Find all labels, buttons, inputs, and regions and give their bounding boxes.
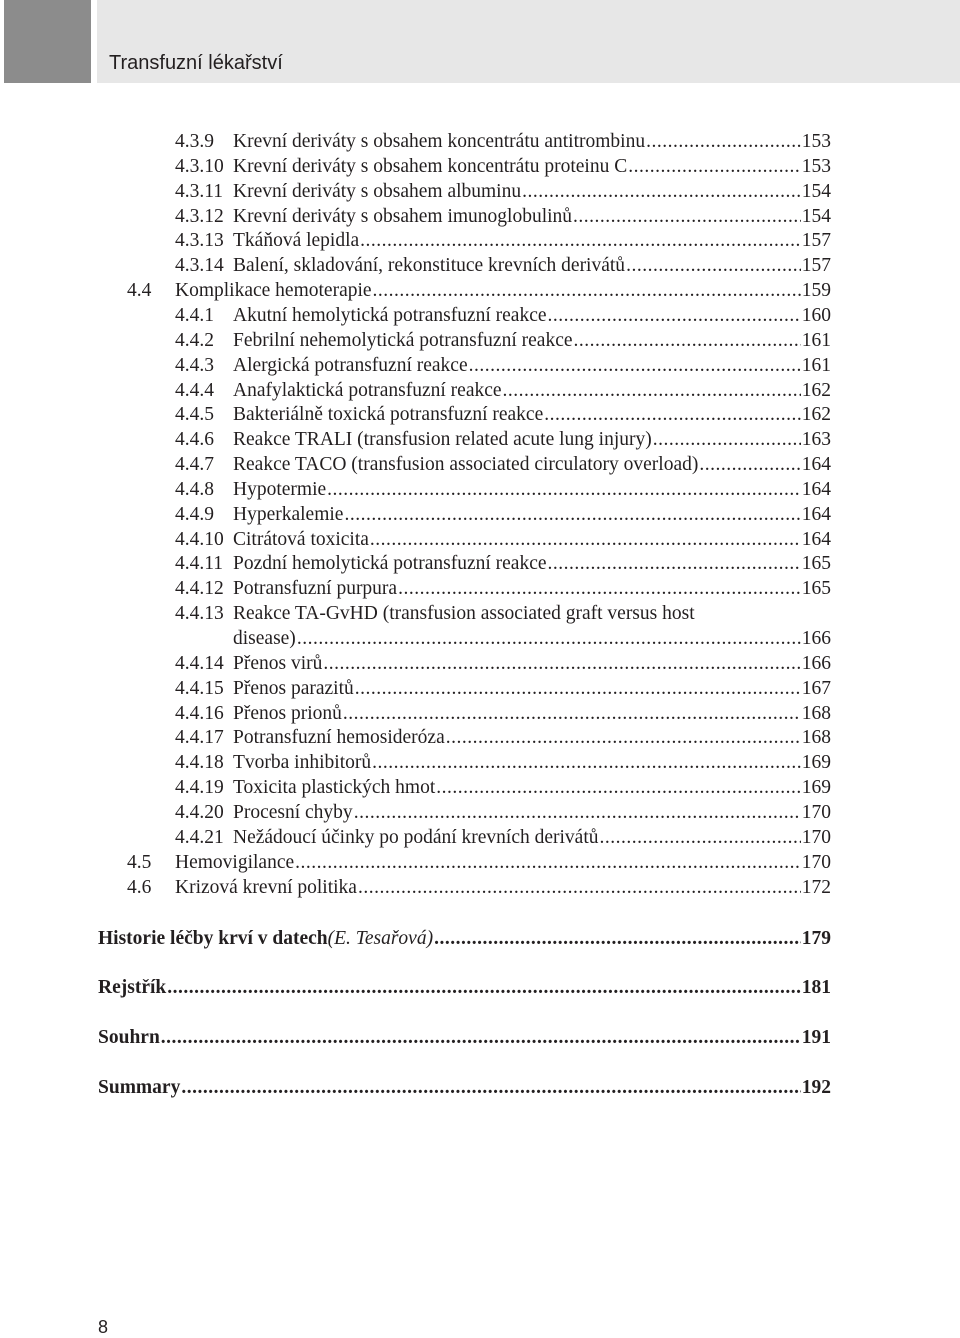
toc-entry-page: 157	[801, 255, 831, 277]
toc-entry-title: Krevní deriváty s obsahem imunoglobulinů	[233, 205, 573, 227]
toc-entry-number: 4.4.20	[175, 801, 224, 823]
toc-entry-title: Tvorba inhibitorů	[233, 752, 372, 774]
toc-entry-page: 153	[801, 155, 831, 177]
toc-entry	[0, 179, 960, 204]
toc-dot-leader	[628, 154, 801, 179]
toc-dot-leader	[355, 676, 801, 701]
toc-entry-page: 169	[801, 752, 831, 774]
toc-entry	[0, 825, 960, 850]
toc-entry-page: 161	[801, 354, 831, 376]
toc-entry-title: Balení, skladování, rekonstituce krevních derivátů	[233, 255, 626, 277]
toc-entry-number: 4.3.13	[175, 230, 224, 252]
toc-entry-number: 4.4.21	[175, 826, 224, 848]
toc-entry-title: Hyperkalemie	[233, 503, 344, 525]
toc-dot-leader	[522, 179, 801, 204]
header-gray-box	[4, 0, 91, 83]
toc-entry	[0, 651, 960, 676]
toc-dot-leader	[373, 278, 801, 303]
toc-entry	[0, 800, 960, 825]
toc-entry-number: 4.4.10	[175, 528, 224, 550]
toc-entry-title: Krevní deriváty s obsahem koncentrátu antitrombinu	[233, 131, 646, 152]
toc-dot-leader	[548, 551, 801, 576]
toc-entry	[0, 427, 960, 452]
toc-entry-number: 4.5	[127, 851, 152, 873]
toc-dot-leader	[167, 975, 801, 1000]
toc-entry	[0, 129, 960, 154]
toc-chapter-entry	[0, 1025, 960, 1050]
toc-entry-number: 4.3.14	[175, 255, 224, 277]
toc-entry-title: Potransfuzní purpura	[233, 578, 398, 600]
toc-dot-leader	[360, 228, 801, 253]
toc-dot-leader	[503, 378, 801, 403]
toc-entry-number: 4.4.7	[175, 454, 214, 476]
toc-entry	[0, 452, 960, 477]
toc-entry-page: 179	[801, 928, 831, 949]
toc-entry	[0, 353, 960, 378]
toc-entry-page: 153	[801, 131, 831, 152]
toc-dot-leader	[626, 253, 801, 278]
page-header	[0, 0, 960, 83]
toc-dot-leader	[370, 527, 801, 552]
toc-entry-page: 160	[801, 304, 831, 326]
toc-entry-title: Potransfuzní hemosideróza	[233, 727, 445, 749]
toc-entry-title: Hemovigilance	[175, 851, 295, 873]
toc-entry-number: 4.4.4	[175, 379, 214, 401]
toc-entry	[0, 502, 960, 527]
toc-entry-page: 164	[801, 528, 831, 550]
toc-dot-leader	[323, 651, 800, 676]
toc-entry	[0, 477, 960, 502]
toc-dot-leader	[573, 204, 801, 229]
toc-entry-title: Procesní chyby	[233, 801, 353, 823]
toc-entry-number: 4.4.13	[175, 603, 224, 625]
toc-entry	[0, 850, 960, 875]
toc-entry-page: 162	[801, 404, 831, 426]
toc-entry-number: 4.3.9	[175, 131, 214, 152]
toc-entry	[0, 253, 960, 278]
toc-dot-leader	[297, 626, 801, 651]
toc-entry-title: Pozdní hemolytická potransfuzní reakce	[233, 553, 547, 575]
toc-entry-page: 162	[801, 379, 831, 401]
toc-entry-page: 167	[801, 677, 831, 699]
running-head: Transfuzní lékařství	[109, 52, 283, 74]
toc-entry-page: 170	[801, 826, 831, 848]
toc-entry-title: Alergická potransfuzní reakce	[233, 354, 468, 376]
toc-chapter-entry	[0, 975, 960, 1000]
toc-entry	[0, 701, 960, 726]
toc-entry-page: 168	[801, 727, 831, 749]
toc-entry-title: Krevní deriváty s obsahem koncentrátu proteinu C	[233, 155, 628, 177]
toc-entry	[0, 527, 960, 552]
toc-entry-page: 166	[801, 652, 831, 674]
toc-entry	[0, 601, 960, 626]
toc-entry-title: Tkáňová lepidla	[233, 230, 360, 252]
toc-entry	[0, 725, 960, 750]
toc-dot-leader	[358, 875, 801, 900]
toc-entry-page: 170	[801, 801, 831, 823]
toc-entry-number: 4.4.11	[175, 553, 224, 575]
toc-entry-title: Reakce TRALI (transfusion related acute lung injury)	[233, 429, 652, 451]
toc-dot-leader	[446, 725, 801, 750]
toc-dot-leader	[295, 850, 801, 875]
toc-entry-author: (E. Tesařová)	[327, 928, 434, 949]
toc-entry-number: 4.4.6	[175, 429, 214, 451]
toc-entry-title: Hypotermie	[233, 478, 327, 500]
toc-entry-page: 169	[801, 777, 831, 799]
toc-entry-page: 170	[801, 851, 831, 873]
toc-entry-number: 4.4.16	[175, 702, 224, 724]
toc-entry-number: 4.4	[127, 280, 152, 302]
toc-entry-title: Reakce TA-GvHD (transfusion associated graft versus host	[233, 603, 695, 625]
toc-entry-page: 168	[801, 702, 831, 724]
toc-entry-number: 4.4.19	[175, 777, 224, 799]
toc-dot-leader	[344, 502, 800, 527]
toc-entry-page: 159	[801, 280, 831, 302]
toc-entry-page: 164	[801, 503, 831, 525]
toc-entry-number: 4.4.17	[175, 727, 224, 749]
toc-dot-leader	[548, 303, 801, 328]
toc-dot-leader	[699, 452, 800, 477]
toc-entry	[0, 676, 960, 701]
toc-entry-page: 192	[801, 1077, 831, 1098]
toc-entry	[0, 303, 960, 328]
toc-entry-title: Bakteriálně toxická potransfuzní reakce	[233, 404, 544, 426]
toc-entry	[0, 328, 960, 353]
toc-chapter-entry	[0, 926, 960, 951]
toc-entry-page: 164	[801, 454, 831, 476]
toc-dot-leader	[354, 800, 801, 825]
toc-entry	[0, 402, 960, 427]
toc-entry-number: 4.4.1	[175, 304, 214, 326]
toc-entry-page: 164	[801, 478, 831, 500]
toc-dot-leader	[343, 701, 801, 726]
toc-entry-page: 161	[801, 329, 831, 351]
toc-entry	[0, 378, 960, 403]
toc-entry-title: Krizová krevní politika	[175, 876, 357, 898]
toc-dot-leader	[469, 353, 801, 378]
toc-dot-leader	[372, 750, 801, 775]
toc-dot-leader	[436, 775, 800, 800]
toc-entry-title: disease)	[233, 628, 296, 649]
toc-entry-title: Souhrn	[98, 1027, 160, 1048]
toc-entry-title: Krevní deriváty s obsahem albuminu	[233, 180, 522, 202]
toc-dot-leader	[161, 1025, 801, 1050]
toc-entry-page: 165	[801, 578, 831, 600]
toc-entry-number: 4.4.18	[175, 752, 224, 774]
toc-entry-title: Komplikace hemoterapie	[175, 280, 372, 302]
toc-entry-number: 4.3.10	[175, 155, 224, 177]
toc-entry-number: 4.4.15	[175, 677, 224, 699]
toc-entry	[0, 576, 960, 601]
toc-entry-number: 4.4.8	[175, 478, 214, 500]
toc-entry-number: 4.6	[127, 876, 152, 898]
toc-entry-title: Citrátová toxicita	[233, 528, 369, 550]
page-number: 8	[98, 1317, 109, 1337]
toc-dot-leader	[574, 328, 801, 353]
toc-dot-leader	[181, 1075, 800, 1100]
toc-entry	[0, 775, 960, 800]
toc-entry-title: Přenos prionů	[233, 702, 342, 724]
toc-entry-number: 4.4.12	[175, 578, 224, 600]
toc-entry-page: 191	[801, 1027, 831, 1048]
toc-entry	[0, 204, 960, 229]
toc-entry-number: 4.4.14	[175, 652, 224, 674]
toc-entry-page: 154	[801, 205, 831, 227]
toc-entry	[0, 228, 960, 253]
toc-dot-leader	[600, 825, 801, 850]
toc-entry-title: Nežádoucí účinky po podání krevních derivátů	[233, 826, 599, 848]
toc-entry	[0, 278, 960, 303]
toc-entry	[0, 154, 960, 179]
toc-dot-leader	[398, 576, 801, 601]
toc-entry-page: 154	[801, 180, 831, 202]
toc-entry-number: 4.4.3	[175, 354, 214, 376]
toc-entry-continuation	[0, 626, 960, 651]
toc-entry-page: 181	[801, 977, 831, 998]
toc-entry-title: Akutní hemolytická potransfuzní reakce	[233, 304, 547, 326]
toc-entry-title: Historie léčby krví v datech	[98, 928, 328, 949]
toc-entry-title: Anafylaktická potransfuzní reakce	[233, 379, 502, 401]
toc-dot-leader	[544, 402, 801, 427]
toc-entry-page: 163	[801, 429, 831, 451]
toc-entry	[0, 875, 960, 900]
toc-dot-leader	[646, 129, 801, 154]
toc-chapter-entry	[0, 1075, 960, 1100]
toc-entry-page: 157	[801, 230, 831, 252]
toc-entry-title: Febrilní nehemolytická potransfuzní reakce	[233, 329, 573, 351]
toc-entry-number: 4.4.2	[175, 329, 214, 351]
toc-entry	[0, 551, 960, 576]
toc-dot-leader	[653, 427, 801, 452]
toc-entry-number: 4.4.5	[175, 404, 214, 426]
toc-dot-leader	[327, 477, 801, 502]
toc-entry-title: Rejstřík	[98, 977, 167, 998]
toc-entry	[0, 750, 960, 775]
toc-entry-number: 4.3.12	[175, 205, 224, 227]
toc-entry-number: 4.4.9	[175, 503, 214, 525]
toc-entry-page: 172	[801, 876, 831, 898]
toc-entry-page: 166	[801, 628, 831, 649]
toc-entry-title: Reakce TACO (transfusion associated circulatory overload)	[233, 454, 699, 476]
toc-entry-page: 165	[801, 553, 831, 575]
toc-entry-title: Toxicita plastických hmot	[233, 777, 436, 799]
toc-entry-title: Přenos parazitů	[233, 677, 354, 699]
toc-dot-leader	[434, 926, 801, 951]
toc-entry-number: 4.3.11	[175, 180, 224, 202]
toc-entry-title: Přenos virů	[233, 652, 323, 674]
toc-entry-title: Summary	[98, 1077, 181, 1098]
